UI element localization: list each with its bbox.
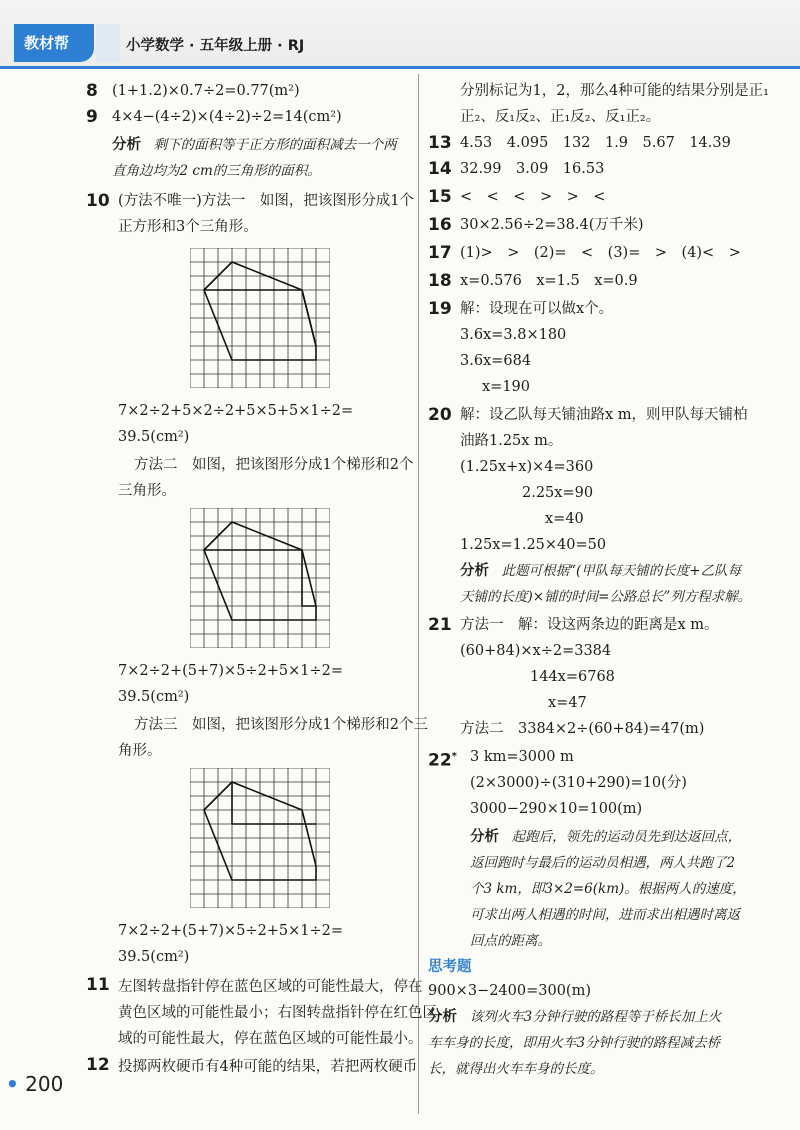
- grid-figure-2: [190, 508, 330, 648]
- q22-number: [428, 746, 457, 772]
- q11-line2: 黄色区域的可能性最小；右图转盘指针停在红色区: [118, 1005, 437, 1021]
- q21-line2: (60+84)×x÷2=3384: [460, 643, 612, 659]
- q12-cont-line1: 分别标记为1，2，那么4种可能的结果分别是正₁: [460, 83, 769, 99]
- analysis-text: 剩下的面积等于正方形的面积减去一个两: [153, 137, 397, 153]
- q10-method1-calc: 7×2÷2+5×2÷2+5×5+5×1÷2=: [118, 403, 354, 419]
- q19-number: 19: [428, 299, 452, 319]
- q10-method1-line2: 正方形和3个三角形。: [118, 219, 258, 235]
- analysis-label: 分析: [428, 1009, 457, 1025]
- page-header: [0, 0, 800, 69]
- q20-line5: x=40: [545, 511, 584, 527]
- q16-number: 16: [428, 215, 452, 235]
- analysis-text: 个3 km，即3×2=6(km)。根据两人的速度，: [470, 881, 746, 897]
- q21-number: 21: [428, 615, 452, 635]
- q20-number: 20: [428, 405, 452, 425]
- book-title: 小学数学 · 五年级上册 · RJ: [126, 38, 305, 54]
- analysis-text: 此题可根据“(甲队每天铺的长度+乙队每: [501, 563, 742, 579]
- q19-line3: 3.6x=684: [460, 353, 532, 369]
- page-number-text: 200: [25, 1072, 64, 1096]
- q22-num: 22: [428, 750, 452, 771]
- analysis-label: 分析: [112, 137, 141, 153]
- q19-line2: 3.6x=3.8×180: [460, 327, 567, 343]
- q11-line1: 左图转盘指针停在蓝色区域的可能性最大，停在: [118, 979, 423, 995]
- q10-method2-line1: 方法二 如图，把该图形分成1个梯形和2个: [134, 457, 414, 473]
- q20-line1: 解：设乙队每天铺油路x m，则甲队每天铺柏: [460, 407, 748, 423]
- q21-line4: x=47: [548, 695, 587, 711]
- q8-number: 8: [86, 81, 98, 101]
- q14-number: 14: [428, 159, 452, 179]
- page-number: [6, 1072, 63, 1096]
- q21-line3: 144x=6768: [530, 669, 615, 685]
- q22-line3: 3000−290×10=100(m): [470, 801, 643, 817]
- analysis-label: 分析: [460, 563, 489, 579]
- q10-method1-line1: (方法不唯一)方法一 如图，把该图形分成1个: [118, 193, 415, 209]
- analysis-label: 分析: [470, 829, 499, 845]
- analysis-text: 可求出两人相遇的时间，进而求出相遇时离返: [470, 907, 740, 923]
- q17-number: 17: [428, 243, 452, 263]
- q21-line5: 方法二 3384×2÷(60+84)=47(m): [460, 721, 705, 737]
- analysis-text: 返回跑时与最后的运动员相遇，两人共跑了2: [470, 855, 736, 871]
- think-title: 思考题: [428, 959, 472, 975]
- q10-method2-result: 39.5(cm²): [118, 689, 190, 705]
- q9-analysis: [112, 134, 397, 156]
- q17-answer: (1)> > (2)= < (3)= > (4)< >: [460, 245, 741, 261]
- q11-number: 11: [86, 975, 110, 995]
- q10-method3-result: 39.5(cm²): [118, 949, 190, 965]
- analysis-text: 天铺的长度)×铺的时间=公路总长”列方程求解。: [460, 589, 752, 605]
- q22-line2: (2×3000)÷(310+290)=10(分): [470, 775, 687, 791]
- q15-number: 15: [428, 187, 452, 207]
- analysis-text: 长，就得出火车车身的长度。: [428, 1061, 604, 1077]
- q13-number: 13: [428, 133, 452, 153]
- q12-cont-line2: 正₂、反₁反₂、正₁反₂、反₁正₂。: [460, 109, 661, 125]
- grid-figure-3: [190, 768, 330, 908]
- q11-line3: 域的可能性最大，停在蓝色区域的可能性最小。: [118, 1031, 423, 1047]
- q13-answer: 4.53 4.095 132 1.9 5.67 14.39: [460, 135, 731, 151]
- q16-answer: 30×2.56÷2=38.4(万千米): [460, 217, 644, 233]
- q10-method1-result: 39.5(cm²): [118, 429, 190, 445]
- q20-analysis: [460, 560, 741, 582]
- q9-answer: 4×4−(4÷2)×(4÷2)÷2=14(cm²): [112, 109, 342, 125]
- q15-answer: < < < > > <: [460, 189, 606, 205]
- q8-answer: (1+1.2)×0.7÷2=0.77(m²): [112, 83, 300, 99]
- column-divider: [418, 74, 419, 1114]
- q19-line1: 解：设现在可以做x个。: [460, 301, 614, 317]
- think-analysis: [428, 1006, 721, 1028]
- analysis-text: 回点的距离。: [470, 933, 551, 949]
- q22-line1: 3 km=3000 m: [470, 749, 574, 765]
- q22-star: *: [451, 751, 457, 762]
- q18-answer: x=0.576 x=1.5 x=0.9: [460, 273, 638, 289]
- q20-line3: (1.25x+x)×4=360: [460, 459, 594, 475]
- analysis-text: 直角边均为2 cm的三角形的面积。: [112, 163, 321, 179]
- q18-number: 18: [428, 271, 452, 291]
- think-line1: 900×3−2400=300(m): [428, 983, 591, 999]
- q9-number: 9: [86, 107, 98, 127]
- q14-answer: 32.99 3.09 16.53: [460, 161, 605, 177]
- q19-line4: x=190: [482, 379, 531, 395]
- q20-line4: 2.25x=90: [522, 485, 594, 501]
- q12-number: 12: [86, 1055, 110, 1075]
- q12-line1: 投掷两枚硬币有4种可能的结果，若把两枚硬币: [118, 1059, 418, 1075]
- page-mark: •: [6, 1072, 19, 1096]
- q10-method3-calc: 7×2÷2+(5+7)×5÷2+5×1÷2=: [118, 923, 344, 939]
- q10-method2-calc: 7×2÷2+(5+7)×5÷2+5×1÷2=: [118, 663, 344, 679]
- analysis-text: 起跑后，领先的运动员先到达返回点，: [511, 829, 742, 845]
- q22-analysis: [470, 826, 741, 848]
- analysis-text: 车车身的长度，即用火车3分钟行驶的路程减去桥: [428, 1035, 721, 1051]
- grid-figure-1: [190, 248, 330, 388]
- q21-line1: 方法一 解：设这两条边的距离是x m。: [460, 617, 719, 633]
- brand-logo: 教材帮: [14, 24, 94, 62]
- q10-method2-line2: 三角形。: [118, 483, 176, 499]
- q10-method3-line1: 方法三 如图，把该图形分成1个梯形和2个三: [134, 717, 428, 733]
- header-tab-decoration: [96, 24, 120, 62]
- analysis-text: 该列火车3分钟行驶的路程等于桥长加上火: [469, 1009, 722, 1025]
- q10-number: 10: [86, 191, 110, 211]
- q10-method3-line2: 角形。: [118, 743, 162, 759]
- q20-line2: 油路1.25x m。: [460, 433, 563, 449]
- q20-line6: 1.25x=1.25×40=50: [460, 537, 607, 553]
